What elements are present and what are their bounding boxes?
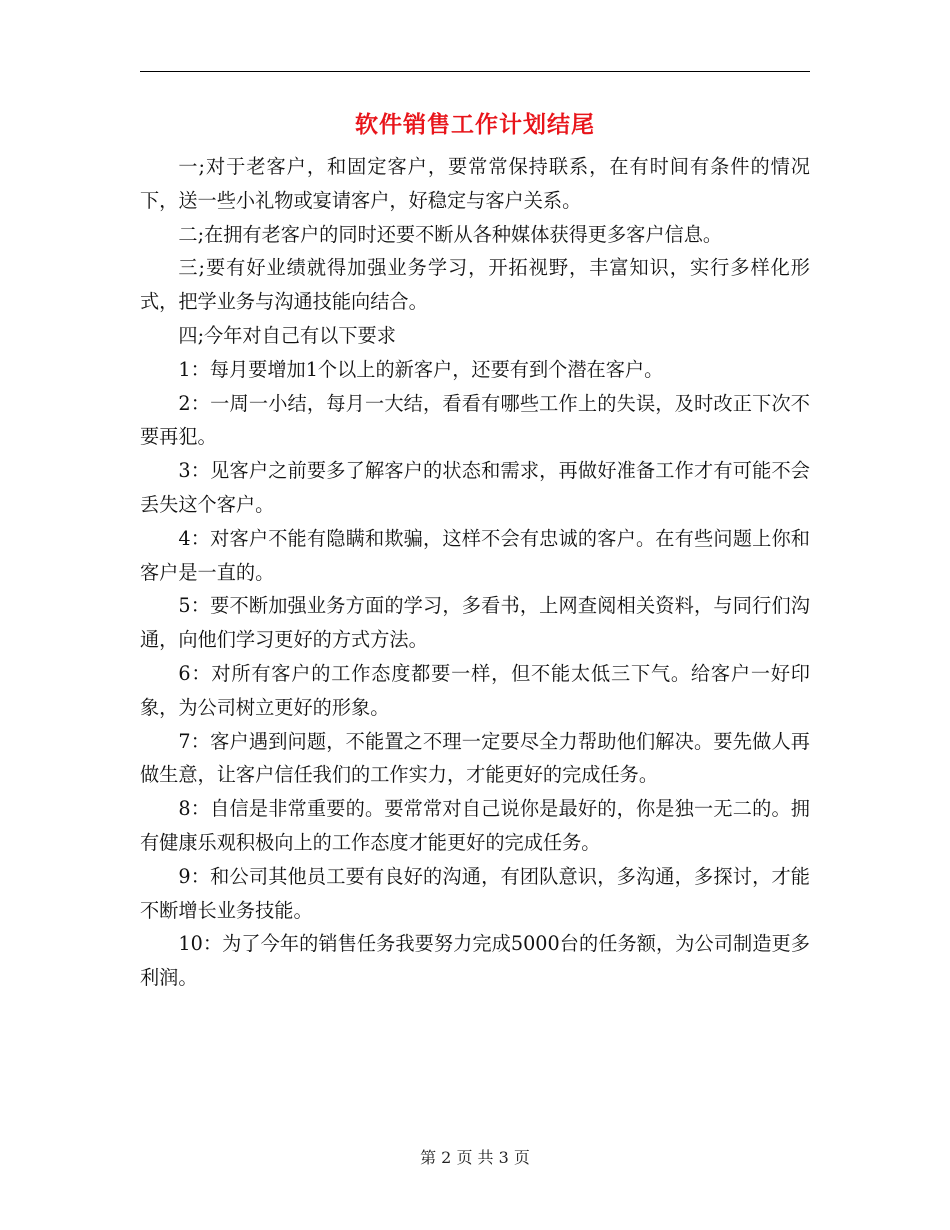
list-item-7: 7：客户遇到问题，不能置之不理一定要尽全力帮助他们解决。要先做人再做生意，让客户信任我们的工作实力，才能更好的完成任务。 bbox=[140, 729, 810, 787]
list-item-6: 6：对所有客户的工作态度都要一样，但不能太低三下气。给客户一好印象，为公司树立更好的形象。 bbox=[140, 661, 810, 719]
document-body bbox=[140, 150, 810, 995]
paragraph-2: 二;在拥有老客户的同时还要不断从各种媒体获得更多客户信息。 bbox=[178, 222, 723, 246]
list-item-1: 1：每月要增加1个以上的新客户，还要有到个潜在客户。 bbox=[178, 357, 664, 381]
list-item-8: 8：自信是非常重要的。要常常对自己说你是最好的，你是独一无二的。拥有健康乐观积极向上的工作态度才能更好的完成任务。 bbox=[140, 797, 810, 854]
list-item-10: 10：为了今年的销售任务我要努力完成5000台的任务额，为公司制造更多利润。 bbox=[140, 932, 810, 990]
page-number-label: 第 2 页 共 3 页 bbox=[420, 1148, 530, 1167]
list-item-3: 3：见客户之前要多了解客户的状态和需求，再做好准备工作才有可能不会丢失这个客户。 bbox=[140, 459, 810, 516]
list-item-9: 9：和公司其他员工要有良好的沟通，有团队意识，多沟通，多探讨，才能不断增长业务技能。 bbox=[140, 864, 810, 922]
list-item-4: 4：对客户不能有隐瞒和欺骗，这样不会有忠诚的客户。在有些问题上你和客户是一直的。 bbox=[140, 526, 810, 584]
header-rule bbox=[140, 71, 810, 72]
paragraph-1: 一;对于老客户，和固定客户，要常常保持联系，在有时间有条件的情况下，送一些小礼物或宴请客户，好稳定与客户关系。 bbox=[140, 155, 810, 212]
document-title: 软件销售工作计划结尾 bbox=[355, 112, 595, 138]
list-item-5: 5：要不断加强业务方面的学习，多看书，上网查阅相关资料，与同行们沟通，向他们学习更好的方式方法。 bbox=[140, 594, 810, 652]
list-item-2: 2：一周一小结，每月一大结，看看有哪些工作上的失误，及时改正下次不要再犯。 bbox=[140, 391, 810, 449]
paragraph-4: 四;今年对自己有以下要求 bbox=[178, 323, 396, 347]
page-footer bbox=[0, 1148, 950, 1168]
paragraph-3: 三;要有好业绩就得加强业务学习，开拓视野，丰富知识，实行多样化形式，把学业务与沟通技能向结合。 bbox=[140, 256, 810, 314]
